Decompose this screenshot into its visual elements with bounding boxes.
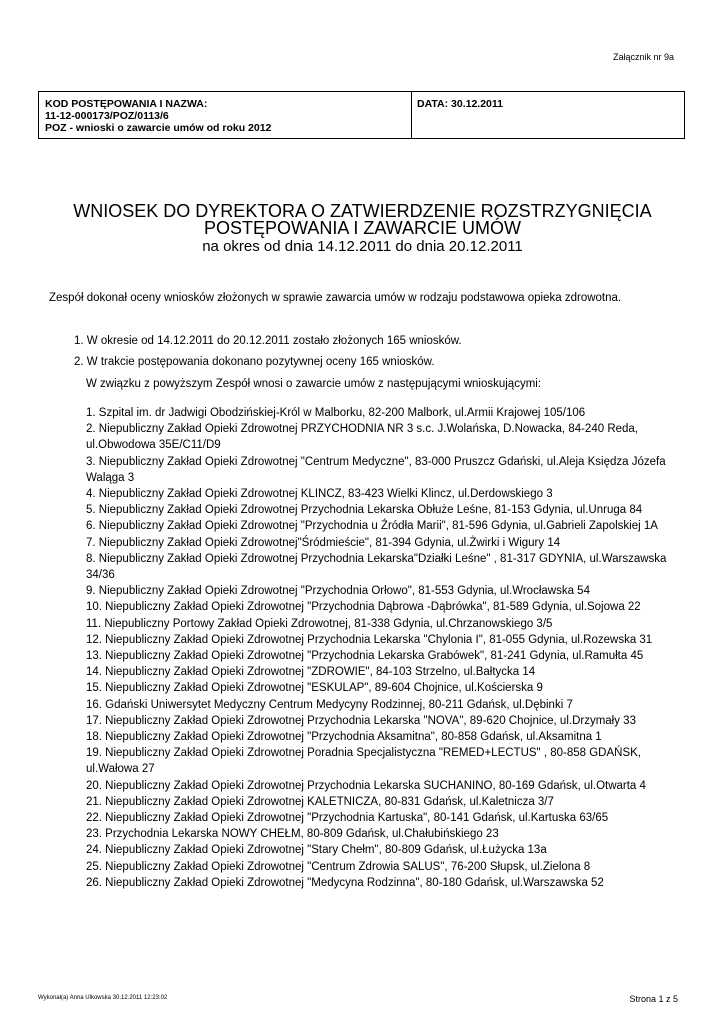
intro-paragraph: Zespół dokonał oceny wniosków złożonych w sprawie zawarcia umów w rodzaju podstawowa opieka zdrowotna. bbox=[49, 292, 622, 304]
applicant-item: 12. Niepubliczny Zakład Opieki Zdrowotnej Przychodnia Lekarska "Chylonia I", 81-055 Gdynia, ul.Rozewska 31 bbox=[86, 633, 653, 646]
applicant-item: 18. Niepubliczny Zakład Opieki Zdrowotnej "Przychodnia Aksamitna", 80-858 Gdańsk, ul.Aksamitna 1 bbox=[86, 731, 602, 744]
applicant-item: 3. Niepubliczny Zakład Opieki Zdrowotnej "Centrum Medyczne", 83-000 Pruszcz Gdański, ul.Aleja Księdza Józefa Waląga 3 bbox=[86, 455, 666, 484]
title-line-1: WNIOSEK DO DYREKTORA O ZATWIERDZENIE ROZSTRZYGNIĘCIA bbox=[73, 201, 652, 221]
title-period: na okres od dnia 14.12.2011 do dnia 20.12.2011 bbox=[202, 238, 523, 255]
date-label: DATA: 30.12.2011 bbox=[417, 98, 503, 110]
title-line-2: POSTĘPOWANIA I ZAWARCIE UMÓW bbox=[203, 218, 521, 238]
applicant-item: 7. Niepubliczny Zakład Opieki Zdrowotnej"Śródmieście", 81-394 Gdynia, ul.Żwirki i Wigury 14 bbox=[86, 536, 561, 549]
applicant-item: 5. Niepubliczny Zakład Opieki Zdrowotnej Przychodnia Lekarska Obłuże Leśne, 81-153 Gdynia, ul.Unruga 84 bbox=[86, 504, 643, 517]
procedure-code-cell bbox=[39, 92, 412, 138]
summary-point: 1. W okresie od 14.12.2011 do 20.12.2011 zostało złożonych 165 wniosków. bbox=[74, 335, 462, 347]
applicant-item: 23. Przychodnia Lekarska NOWY CHEŁM, 80-809 Gdańsk, ul.Chałubińskiego 23 bbox=[86, 828, 499, 841]
applicant-item: 16. Gdański Uniwersytet Medyczny Centrum Medycyny Rodzinnej, 80-211 Gdańsk, ul.Dębinki 7 bbox=[86, 698, 573, 711]
procedure-code-value: 11-12-000173/POZ/0113/6 bbox=[45, 110, 169, 122]
applicant-item: 6. Niepubliczny Zakład Opieki Zdrowotnej "Przychodnia u Źródła Marii", 81-596 Gdynia, ul.Gabrieli Zapolskiej 1A bbox=[86, 520, 658, 533]
applicant-item: 8. Niepubliczny Zakład Opieki Zdrowotnej Przychodnia Lekarska"Działki Leśne" , 81-317 GDYNIA, ul.Warszawska 34/36 bbox=[86, 552, 667, 582]
applicant-item: 14. Niepubliczny Zakład Opieki Zdrowotnej "ZDROWIE", 84-103 Strzelno, ul.Bałtycka 14 bbox=[86, 666, 536, 679]
summary-point: 2. W trakcie postępowania dokonano pozytywnej oceny 165 wniosków. bbox=[74, 356, 435, 368]
applicant-item: 4. Niepubliczny Zakład Opieki Zdrowotnej KLINCZ, 83-423 Wielki Klincz, ul.Derdowskiego 3 bbox=[86, 488, 553, 501]
applicant-item: 10. Niepubliczny Zakład Opieki Zdrowotnej "Przychodnia Dąbrowa -Dąbrówka", 81-589 Gdynia, ul.Sojowa 22 bbox=[86, 601, 641, 614]
applicant-item: 2. Niepubliczny Zakład Opieki Zdrowotnej PRZYCHODNIA NR 3 s.c. J.Wolańska, D.Nowacka, 84-240 Reda, ul.Obwodowa 35E/C11/D9 bbox=[86, 423, 639, 452]
applicant-item: 20. Niepubliczny Zakład Opieki Zdrowotnej Przychodnia Lekarska SUCHANINO, 80-169 Gdańsk, ul.Otwarta 4 bbox=[86, 779, 646, 792]
applicant-item: 1. Szpital im. dr Jadwigi Obodzińskiej-Król w Malborku, 82-200 Malbork, ul.Armii Krajowej 105/106 bbox=[86, 407, 586, 419]
procedure-code-label: KOD POSTĘPOWANIA I NAZWA: bbox=[45, 98, 208, 110]
applicant-item: 26. Niepubliczny Zakład Opieki Zdrowotnej "Medycyna Rodzinna", 80-180 Gdańsk, ul.Warszawska 52 bbox=[86, 876, 604, 889]
procedure-name: POZ - wnioski o zawarcie umów od roku 2012 bbox=[45, 122, 272, 134]
applicant-item: 9. Niepubliczny Zakład Opieki Zdrowotnej "Przychodnia Orłowo", 81-553 Gdynia, ul.Wrocławska 54 bbox=[86, 585, 590, 598]
document-title bbox=[0, 203, 725, 257]
applicant-item: 21. Niepubliczny Zakład Opieki Zdrowotnej KALETNICZA, 80-831 Gdańsk, ul.Kaletnicza 3/7 bbox=[86, 795, 554, 808]
applicant-item: 22. Niepubliczny Zakład Opieki Zdrowotnej "Przychodnia Kartuska", 80-141 Gdańsk, ul.Kartuska 63/65 bbox=[86, 812, 609, 825]
footer-author: Wykonał(a) Anna Ulkowska 30.12.2011 12:23:02 bbox=[38, 995, 168, 1001]
page-number: Strona 1 z 5 bbox=[629, 994, 678, 1004]
applicant-item: 17. Niepubliczny Zakład Opieki Zdrowotnej Przychodnia Lekarska "NOVA", 89-620 Chojnice, ul.Drzymały 33 bbox=[86, 714, 636, 727]
header-table bbox=[38, 91, 685, 139]
applicant-item: 11. Niepubliczny Portowy Zakład Opieki Zdrowotnej, 81-338 Gdynia, ul.Chrzanowskiego 3/5 bbox=[86, 617, 553, 630]
annex-label: Załącznik nr 9a bbox=[612, 52, 674, 62]
applicant-item: 25. Niepubliczny Zakład Opieki Zdrowotnej "Centrum Zdrowia SALUS", 76-200 Słupsk, ul.Zielona 8 bbox=[86, 860, 591, 873]
date-cell bbox=[412, 92, 684, 138]
applicant-item: 19. Niepubliczny Zakład Opieki Zdrowotnej Poradnia Specjalistyczna "REMED+LECTUS" , 80-858 GDAŃSK, ul.Wałowa 27 bbox=[86, 747, 641, 776]
applicant-item: 15. Niepubliczny Zakład Opieki Zdrowotnej "ESKULAP", 89-604 Chojnice, ul.Kościerska 9 bbox=[86, 682, 543, 695]
lead-paragraph: W związku z powyższym Zespół wnosi o zawarcie umów z następującymi wnioskującymi: bbox=[86, 378, 542, 390]
applicant-item: 24. Niepubliczny Zakład Opieki Zdrowotnej "Stary Chełm", 80-809 Gdańsk, ul.Łużycka 13a bbox=[86, 844, 547, 857]
applicant-list bbox=[86, 405, 680, 891]
summary-points bbox=[74, 331, 462, 373]
applicant-item: 13. Niepubliczny Zakład Opieki Zdrowotnej "Przychodnia Lekarska Grabówek", 81-241 Gdynia, ul.Ramułta 45 bbox=[86, 650, 644, 663]
